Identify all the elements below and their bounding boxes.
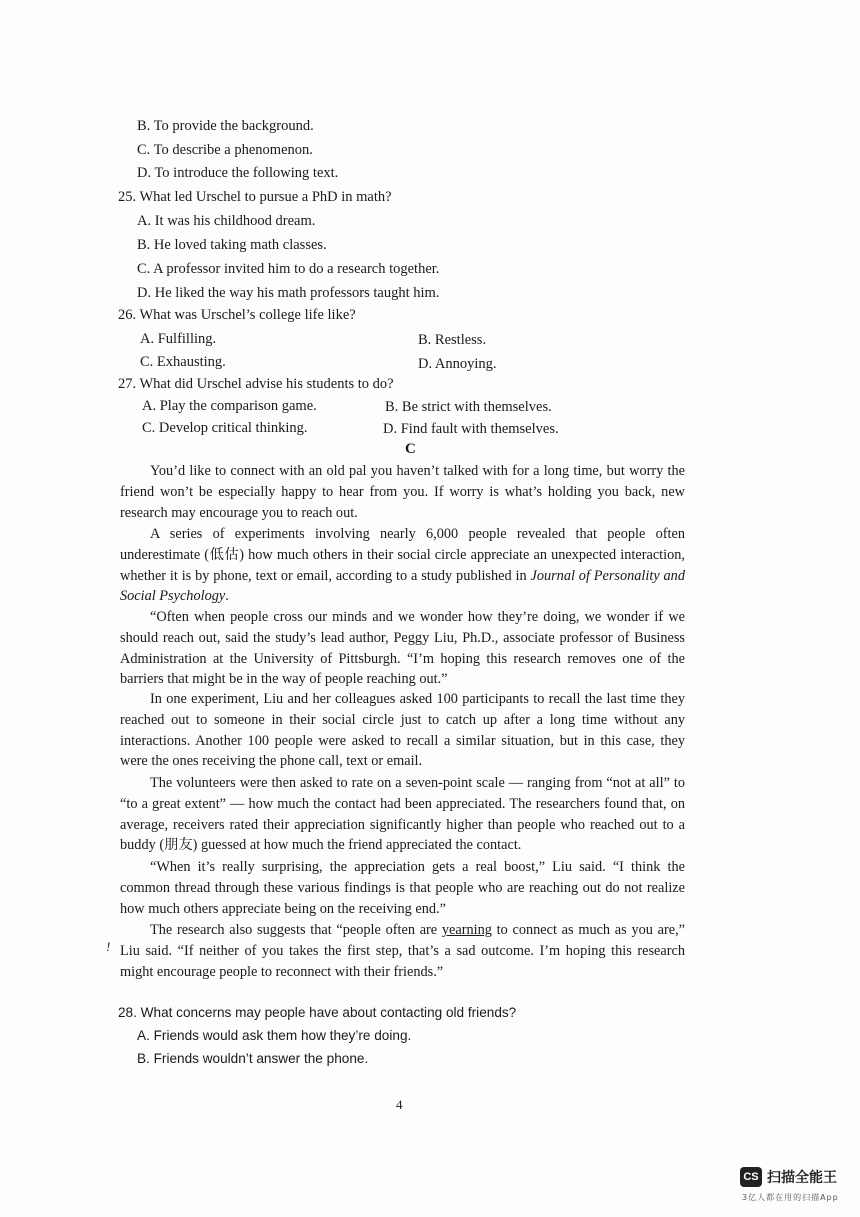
section-title: C <box>405 441 416 457</box>
paragraph-1-text: You’d like to connect with an old pal you haven’t talked with for a long time, but worry the friend won’t be especially happy to hear from you. If worry is what’s holding you back, new research may encourage you to reach out. <box>120 463 685 521</box>
question-28-stem: 28. What concerns may people have about contacting old friends? <box>118 1005 517 1020</box>
journal-title: Journal of Personality and Social Psychology <box>120 567 685 605</box>
question-26-stem: 26. What was Urschel’s college life like? <box>118 307 356 323</box>
question-25-option-c: C. A professor invited him to do a research together. <box>137 261 440 277</box>
scanner-app-name: 扫描全能王 <box>767 1170 837 1186</box>
passage-paragraph-7 <box>120 920 685 982</box>
question-25-stem: 25. What led Urschel to pursue a PhD in math? <box>118 189 392 205</box>
question-27-option-a: A. Play the comparison game. <box>142 398 317 414</box>
underlined-word: yearning <box>441 922 492 938</box>
cs-logo-icon: CS <box>740 1167 762 1187</box>
passage-paragraph-6 <box>120 857 685 919</box>
passage-paragraph-4 <box>120 689 685 772</box>
question-28-option-a: A. Friends would ask them how they’re doing. <box>137 1028 412 1043</box>
paragraph-6-text: “When it’s really surprising, the appreciation gets a real boost,” Liu said. “I think the common thread through these various findings is that people who are reaching out do not realize how much others appreciate being on the receiving end.” <box>120 859 685 917</box>
option-d-prev: D. To introduce the following text. <box>137 165 339 181</box>
paragraph-7-end: to connect as much as you are,” Liu said. “If neither of you takes the first step, that’s a sad outcome. I’m hoping this research might encourage people to reconnect with their friends.” <box>120 922 685 980</box>
page-number: 4 <box>396 1097 403 1112</box>
question-26-option-a: A. Fulfilling. <box>140 331 217 347</box>
question-27-stem: 27. What did Urschel advise his students to do? <box>118 376 394 392</box>
option-b-prev: B. To provide the background. <box>137 118 314 134</box>
paragraph-7-text: The research also suggests that “people often are <box>150 922 442 938</box>
question-27-option-d: D. Find fault with themselves. <box>383 421 559 437</box>
passage-paragraph-2 <box>120 524 685 607</box>
passage-paragraph-1 <box>120 461 685 523</box>
question-25-option-b: B. He loved taking math classes. <box>137 237 327 253</box>
question-26-option-c: C. Exhausting. <box>140 354 226 370</box>
question-27-option-b: B. Be strict with themselves. <box>385 399 552 415</box>
paragraph-2-text: A series of experiments involving nearly 6,000 people revealed that people often underestimate (低估) how much others in their social circle appreciate an unexpected interaction, whether it is by phone, text or email, according to a study published in <box>120 526 685 584</box>
paragraph-2-end: . <box>225 588 229 605</box>
paragraph-3-text: “Often when people cross our minds and we wonder how they’re doing, we wonder if we should reach out, said the study’s lead author, Peggy Liu, Ph.D., associate professor of Business Administration at the University of Pittsburgh. “I’m hoping this research removes one of the barriers that might be in the way of people reaching out.” <box>120 609 685 688</box>
question-26-option-d: D. Annoying. <box>418 356 497 372</box>
scanner-tagline: 3亿人都在用的扫描App <box>742 1193 839 1202</box>
paragraph-5-text: The volunteers were then asked to rate on a seven-point scale — ranging from “not at all” to “to a great extent” — how much the contact had been appreciated. The researchers found that, on average, receivers rated their appreciation significantly higher than people who reached out to a buddy (朋友) guessed at how much the friend appreciated the contact. <box>120 775 685 854</box>
question-28-option-b: B. Friends wouldn’t answer the phone. <box>137 1051 369 1066</box>
passage-paragraph-5 <box>120 773 685 856</box>
margin-pen-mark: ! <box>106 939 111 954</box>
question-25-option-d: D. He liked the way his math professors taught him. <box>137 285 440 301</box>
paragraph-4-text: In one experiment, Liu and her colleagues asked 100 participants to recall the last time they reached out to someone in their social circle just to catch up after a long time without any interactions. Another 100 people were asked to recall a similar situation, but in this case, they were the ones receiving the phone call, text or email. <box>120 691 685 770</box>
option-c-prev: C. To describe a phenomenon. <box>137 142 313 158</box>
passage-paragraph-3 <box>120 607 685 690</box>
question-25-option-a: A. It was his childhood dream. <box>137 213 316 229</box>
question-26-option-b: B. Restless. <box>418 332 487 348</box>
question-27-option-c: C. Develop critical thinking. <box>142 420 308 436</box>
scanner-logo <box>740 1167 837 1187</box>
